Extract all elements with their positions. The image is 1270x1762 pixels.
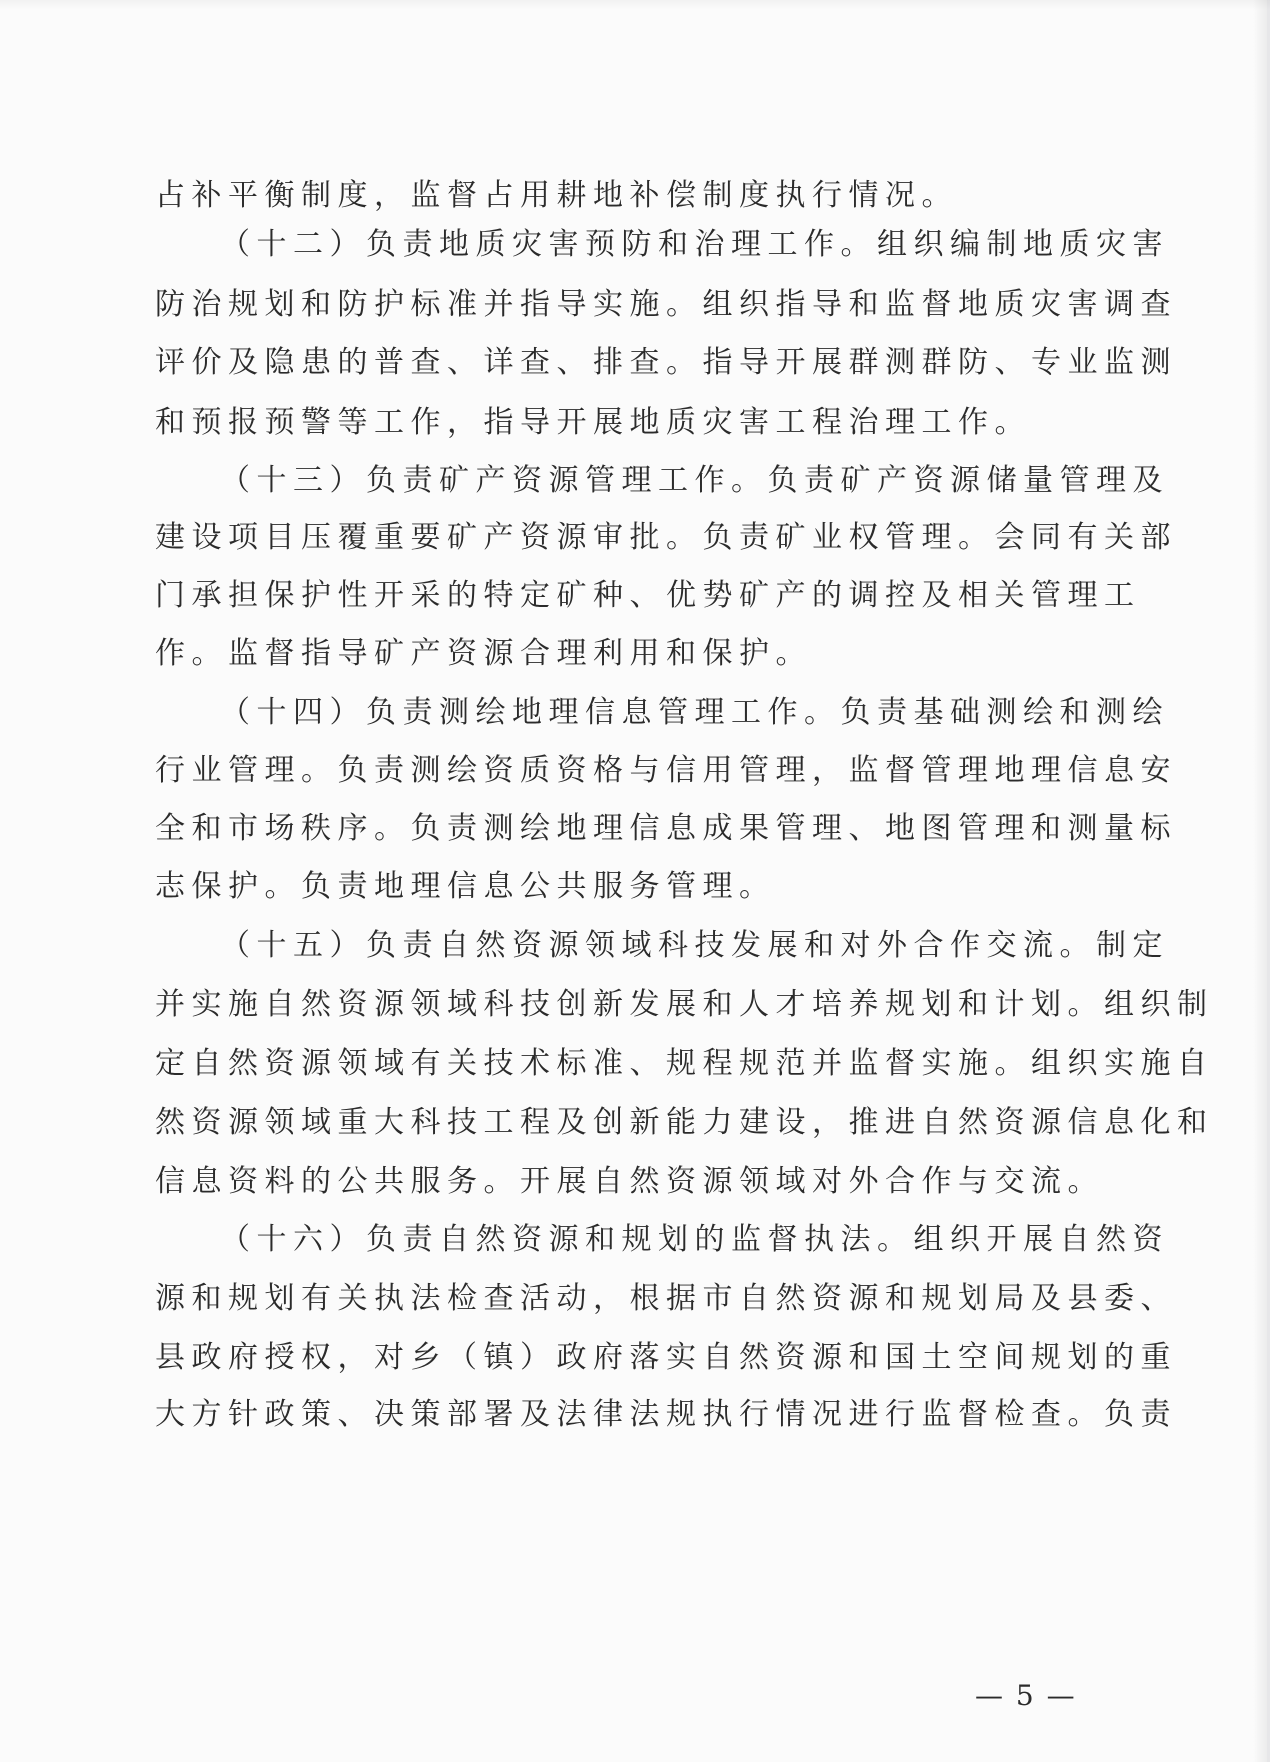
scan-edge-right xyxy=(1253,0,1267,1762)
text-line-12: 全和市场秩序。负责测绘地理信息成果管理、地图管理和测量标 xyxy=(155,811,1177,846)
text-line-3: 防治规划和防护标准并指导实施。组织指导和监督地质灾害调查 xyxy=(155,287,1177,322)
text-line-14: （十五）负责自然资源领域科技发展和对外合作交流。制定 xyxy=(220,928,1169,963)
text-line-21: 县政府授权，对乡（镇）政府落实自然资源和国土空间规划的重 xyxy=(155,1340,1177,1375)
text-line-10: （十四）负责测绘地理信息管理工作。负责基础测绘和测绘 xyxy=(220,695,1169,730)
text-line-13: 志保护。负责地理信息公共服务管理。 xyxy=(155,869,776,904)
text-line-15: 并实施自然资源领域科技创新发展和人才培养规划和计划。组织制 xyxy=(155,987,1214,1022)
text-line-11: 行业管理。负责测绘资质资格与信用管理，监督管理地理信息安 xyxy=(155,753,1177,788)
text-line-6: （十三）负责矿产资源管理工作。负责矿产资源储量管理及 xyxy=(220,463,1169,498)
text-line-16: 定自然资源领域有关技术标准、规程规范并监督实施。组织实施自 xyxy=(155,1046,1214,1081)
text-line-17: 然资源领域重大科技工程及创新能力建设，推进自然资源信息化和 xyxy=(155,1105,1214,1140)
text-line-19: （十六）负责自然资源和规划的监督执法。组织开展自然资 xyxy=(220,1222,1169,1257)
text-line-4: 评价及隐患的普查、详查、排查。指导开展群测群防、专业监测 xyxy=(155,345,1177,380)
text-line-18: 信息资料的公共服务。开展自然资源领域对外合作与交流。 xyxy=(155,1164,1104,1199)
page-number: — 5 — xyxy=(975,1679,1077,1712)
scan-edge-top xyxy=(0,0,1270,10)
text-line-22: 大方针政策、决策部署及法律法规执行情况进行监督检查。负责 xyxy=(155,1397,1177,1432)
text-line-7: 建设项目压覆重要矿产资源审批。负责矿业权管理。会同有关部 xyxy=(155,520,1177,555)
text-line-20: 源和规划有关执法检查活动，根据市自然资源和规划局及县委、 xyxy=(155,1281,1177,1316)
text-line-8: 门承担保护性开采的特定矿种、优势矿产的调控及相关管理工 xyxy=(155,578,1141,613)
text-line-5: 和预报预警等工作，指导开展地质灾害工程治理工作。 xyxy=(155,405,1031,440)
text-line-2: （十二）负责地质灾害预防和治理工作。组织编制地质灾害 xyxy=(220,227,1169,262)
text-line-9: 作。监督指导矿产资源合理利用和保护。 xyxy=(155,636,812,671)
text-line-1: 占补平衡制度，监督占用耕地补偿制度执行情况。 xyxy=(155,178,958,213)
